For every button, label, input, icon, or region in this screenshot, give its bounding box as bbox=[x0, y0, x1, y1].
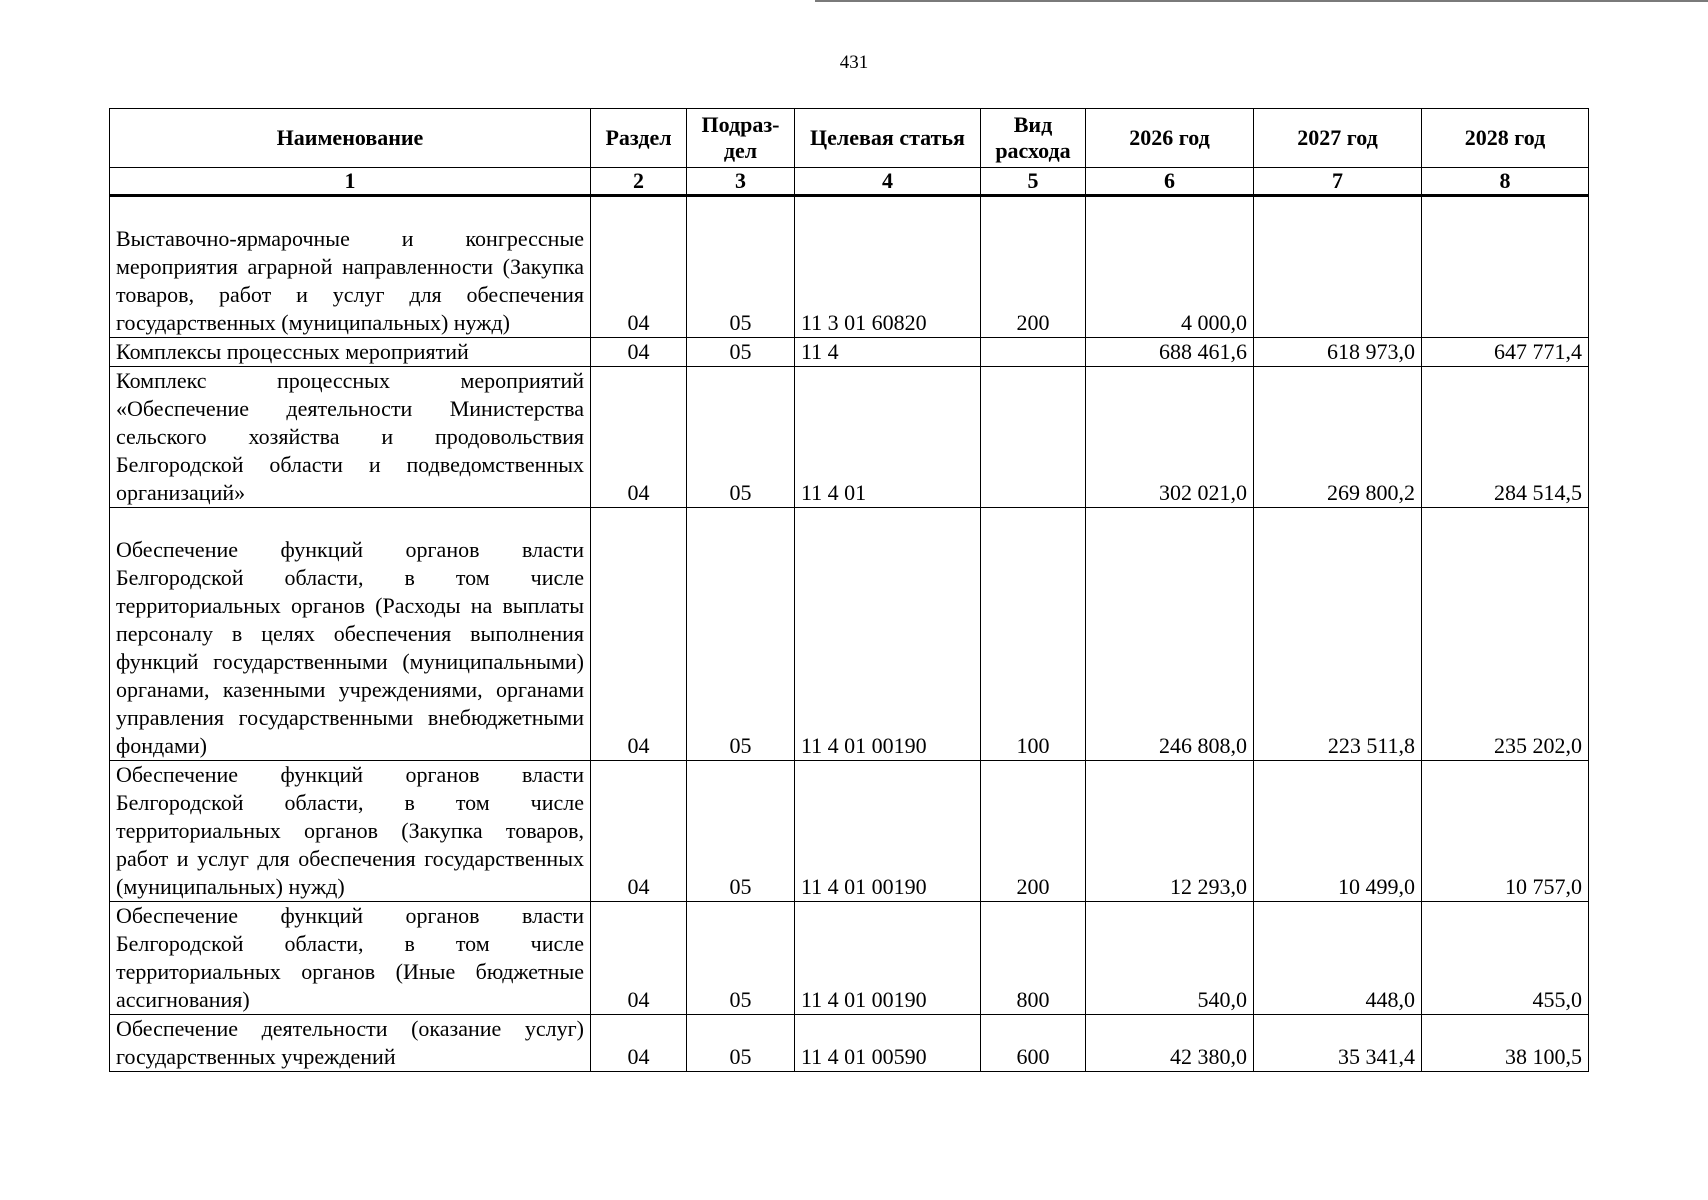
cell-razdel: 04 bbox=[591, 196, 687, 338]
cell-vid-rashoda: 600 bbox=[981, 1015, 1086, 1072]
cell-name: Комплексы процессных мероприятий bbox=[110, 338, 591, 367]
table-row bbox=[110, 508, 1589, 761]
header-podrazdel: Подраз-дел bbox=[687, 109, 795, 168]
cell-vid-rashoda bbox=[981, 338, 1086, 367]
cell-podrazdel: 05 bbox=[687, 196, 795, 338]
cell-razdel: 04 bbox=[591, 508, 687, 761]
cell-razdel: 04 bbox=[591, 367, 687, 508]
header-celevaya-statya: Целевая статья bbox=[795, 109, 981, 168]
cell-year-2027: 10 499,0 bbox=[1254, 761, 1422, 902]
cell-celevaya-statya: 11 4 01 bbox=[795, 367, 981, 508]
cell-razdel: 04 bbox=[591, 1015, 687, 1072]
cell-name: Обеспечение функций органов власти Белгородской области, в том числе территориальных органов (Закупка товаров, работ и услуг для обеспечения государственных (муниципальных) нужд) bbox=[110, 761, 591, 902]
cell-razdel: 04 bbox=[591, 761, 687, 902]
column-number: 4 bbox=[795, 168, 981, 196]
cell-year-2026: 540,0 bbox=[1086, 902, 1254, 1015]
cell-year-2026: 246 808,0 bbox=[1086, 508, 1254, 761]
cell-celevaya-statya: 11 3 01 60820 bbox=[795, 196, 981, 338]
cell-year-2026: 4 000,0 bbox=[1086, 196, 1254, 338]
table-row bbox=[110, 196, 1589, 338]
cell-vid-rashoda: 100 bbox=[981, 508, 1086, 761]
cell-name: Комплекс процессных мероприятий «Обеспечение деятельности Министерства сельского хозяйства и продовольствия Белгородской области и подведомственных организаций» bbox=[110, 367, 591, 508]
cell-year-2028 bbox=[1422, 196, 1589, 338]
table-row bbox=[110, 367, 1589, 508]
top-rule bbox=[815, 0, 1708, 2]
cell-year-2026: 12 293,0 bbox=[1086, 761, 1254, 902]
column-number: 2 bbox=[591, 168, 687, 196]
cell-name: Выставочно-ярмарочные и конгрессные мероприятия аграрной направленности (Закупка товаров, работ и услуг для обеспечения государственных (муниципальных) нужд) bbox=[110, 196, 591, 338]
column-number: 1 bbox=[110, 168, 591, 196]
cell-year-2028: 235 202,0 bbox=[1422, 508, 1589, 761]
cell-year-2028: 455,0 bbox=[1422, 902, 1589, 1015]
cell-name: Обеспечение функций органов власти Белгородской области, в том числе территориальных органов (Иные бюджетные ассигнования) bbox=[110, 902, 591, 1015]
cell-year-2028: 284 514,5 bbox=[1422, 367, 1589, 508]
cell-podrazdel: 05 bbox=[687, 338, 795, 367]
cell-year-2026: 302 021,0 bbox=[1086, 367, 1254, 508]
cell-vid-rashoda: 200 bbox=[981, 761, 1086, 902]
header-vid-rashoda: Вид расхода bbox=[981, 109, 1086, 168]
cell-vid-rashoda bbox=[981, 367, 1086, 508]
cell-year-2026: 688 461,6 bbox=[1086, 338, 1254, 367]
cell-year-2027: 269 800,2 bbox=[1254, 367, 1422, 508]
page-number: 431 bbox=[839, 52, 869, 73]
table-row bbox=[110, 1015, 1589, 1072]
cell-razdel: 04 bbox=[591, 902, 687, 1015]
cell-podrazdel: 05 bbox=[687, 1015, 795, 1072]
table-row bbox=[110, 338, 1589, 367]
header-year-2028: 2028 год bbox=[1422, 109, 1589, 168]
column-number-row bbox=[110, 168, 1589, 196]
cell-year-2028: 38 100,5 bbox=[1422, 1015, 1589, 1072]
cell-celevaya-statya: 11 4 01 00190 bbox=[795, 508, 981, 761]
header-year-2027: 2027 год bbox=[1254, 109, 1422, 168]
header-name: Наименование bbox=[110, 109, 591, 168]
column-number: 5 bbox=[981, 168, 1086, 196]
cell-name: Обеспечение функций органов власти Белгородской области, в том числе территориальных органов (Расходы на выплаты персоналу в целях обеспечения выполнения функций государственными (муниципальными) органами, казенными учреждениями, органами управления государственными внебюджетными фондами) bbox=[110, 508, 591, 761]
cell-podrazdel: 05 bbox=[687, 902, 795, 1015]
cell-vid-rashoda: 200 bbox=[981, 196, 1086, 338]
header-razdel: Раздел bbox=[591, 109, 687, 168]
header-row bbox=[110, 109, 1589, 168]
cell-year-2028: 647 771,4 bbox=[1422, 338, 1589, 367]
cell-year-2026: 42 380,0 bbox=[1086, 1015, 1254, 1072]
cell-celevaya-statya: 11 4 01 00190 bbox=[795, 902, 981, 1015]
cell-year-2028: 10 757,0 bbox=[1422, 761, 1589, 902]
column-number: 8 bbox=[1422, 168, 1589, 196]
column-number: 6 bbox=[1086, 168, 1254, 196]
cell-celevaya-statya: 11 4 01 00590 bbox=[795, 1015, 981, 1072]
cell-year-2027: 223 511,8 bbox=[1254, 508, 1422, 761]
cell-podrazdel: 05 bbox=[687, 367, 795, 508]
cell-year-2027: 618 973,0 bbox=[1254, 338, 1422, 367]
cell-year-2027 bbox=[1254, 196, 1422, 338]
cell-podrazdel: 05 bbox=[687, 761, 795, 902]
cell-vid-rashoda: 800 bbox=[981, 902, 1086, 1015]
header-year-2026: 2026 год bbox=[1086, 109, 1254, 168]
column-number: 7 bbox=[1254, 168, 1422, 196]
budget-table bbox=[109, 108, 1589, 1072]
cell-year-2027: 35 341,4 bbox=[1254, 1015, 1422, 1072]
cell-celevaya-statya: 11 4 bbox=[795, 338, 981, 367]
table-row bbox=[110, 902, 1589, 1015]
column-number: 3 bbox=[687, 168, 795, 196]
cell-year-2027: 448,0 bbox=[1254, 902, 1422, 1015]
cell-razdel: 04 bbox=[591, 338, 687, 367]
cell-podrazdel: 05 bbox=[687, 508, 795, 761]
table-row bbox=[110, 761, 1589, 902]
cell-name: Обеспечение деятельности (оказание услуг) государственных учреждений bbox=[110, 1015, 591, 1072]
cell-celevaya-statya: 11 4 01 00190 bbox=[795, 761, 981, 902]
